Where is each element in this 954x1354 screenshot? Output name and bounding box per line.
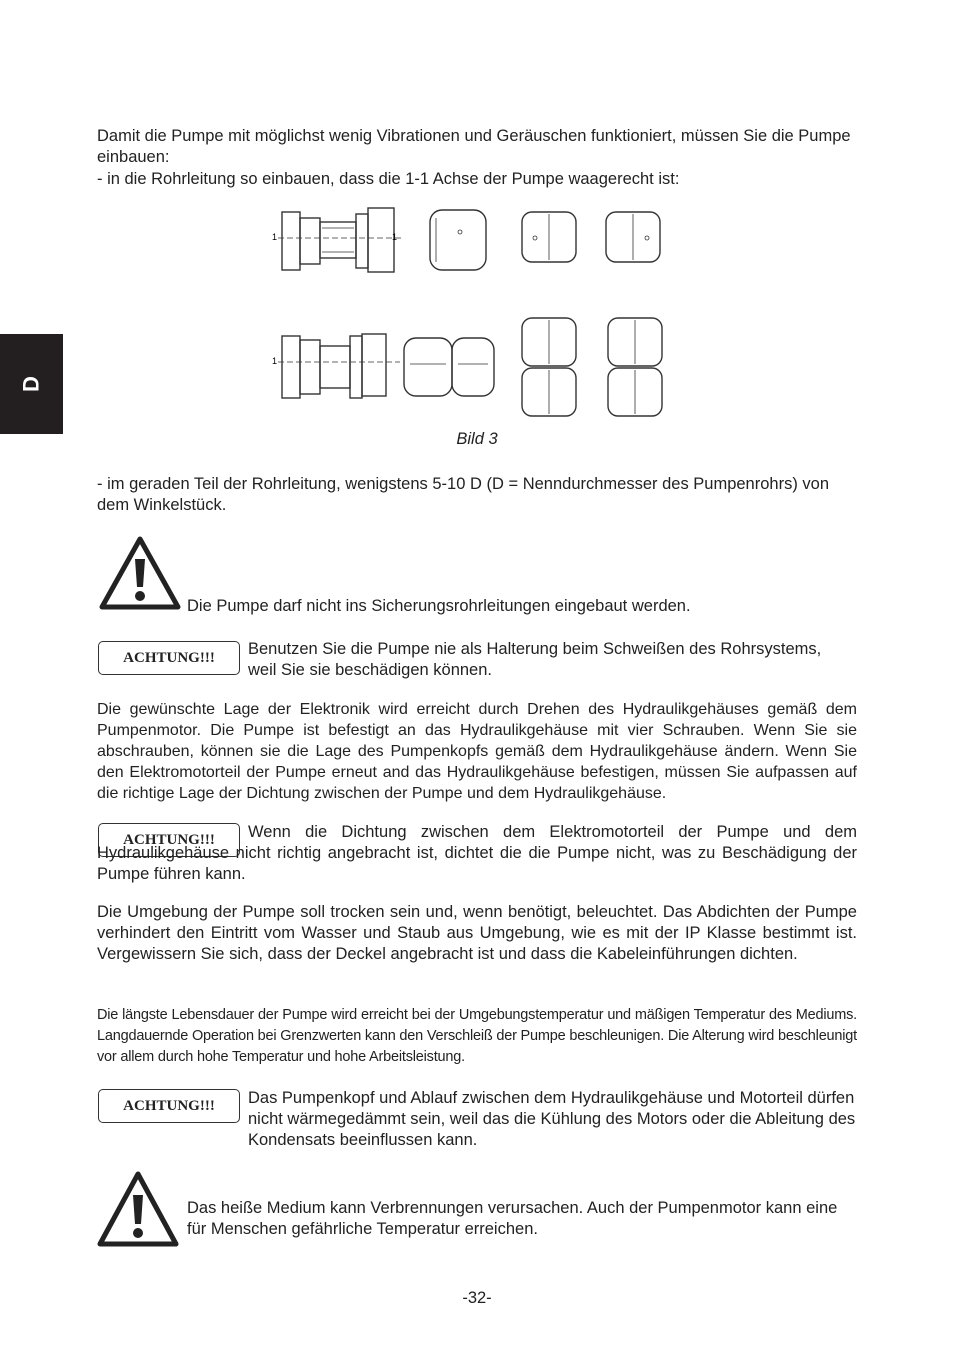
- straight-pipe-instruction: - im geraden Teil der Rohrleitung, wenigstens 5-10 D (D = Nenndurchmesser des Pumpenrohrs) von dem Winkelstück.: [97, 475, 830, 514]
- achtung-badge: ACHTUNG!!!: [98, 823, 240, 857]
- achtung-badge: ACHTUNG!!!: [98, 641, 240, 675]
- twin-pump-stacked-view-a: [522, 318, 576, 416]
- section-tab-label: D: [18, 376, 44, 392]
- page-number: -32-: [462, 1289, 492, 1307]
- twin-pump-side-view: [278, 334, 400, 398]
- axis-label-right-1: 1: [392, 232, 398, 242]
- achtung-insulation-text: Das Pumpenkopf und Ablauf zwischen dem Hydraulikgehäuse und Motorteil dürfen nicht wärmegedämmt sein, weil das die Kühlung des Motors oder die Ableitung des Kondensats beeinflussen kann.: [248, 1089, 856, 1149]
- single-pump-side-view: [278, 208, 402, 272]
- warning-triangle-icon: [98, 535, 182, 611]
- pump-installation-figure: [260, 200, 680, 425]
- warning-safety-pipe-text: Die Pumpe darf nicht ins Sicherungsrohrleitungen eingebaut werden.: [187, 597, 691, 615]
- twin-pump-front-view: [404, 338, 494, 396]
- warning-triangle-icon: [96, 1170, 180, 1248]
- achtung-badge: ACHTUNG!!!: [98, 1089, 240, 1123]
- warning-hot-medium-text: Das heiße Medium kann Verbrennungen verursachen. Auch der Pumpenmotor kann eine für Menschen gefährliche Temperatur erreichen.: [187, 1199, 838, 1238]
- axis-label-left-2: 1: [272, 356, 278, 366]
- single-pump-front-view: [430, 210, 486, 270]
- axis-label-left-1: 1: [272, 232, 278, 242]
- figure-caption: Bild 3: [456, 430, 498, 448]
- twin-pump-stacked-view-b: [608, 318, 662, 416]
- intro-axis-instruction: - in die Rohrleitung so einbauen, dass die 1-1 Achse der Pumpe waagerecht ist:: [97, 170, 680, 188]
- intro-paragraph: Damit die Pumpe mit möglichst wenig Vibrationen und Geräuschen funktioniert, müssen Sie die Pumpe einbauen:: [97, 127, 851, 166]
- achtung-seal-text: Wenn die Dichtung zwischen dem Elektromotorteil der Pumpe und dem Hydraulikgehäuse nicht richtig angebracht ist, dichtet die die Pumpe nicht, was zu Beschädigung der Pumpe führen kann.: [97, 823, 857, 883]
- environment-paragraph: Die Umgebung der Pumpe soll trocken sein und, wenn benötigt, beleuchtet. Das Abdichten der Pumpe verhindert den Eintritt vom Wasser und Staub aus Umgebung, wie es mit der IP Klasse bestimmt ist. Vergewissern Sie sich, dass der Deckel angebracht ist und dass die Kabeleinführungen dichten.: [97, 903, 857, 963]
- electronics-position-paragraph: Die gewünschte Lage der Elektronik wird erreicht durch Drehen des Hydraulikgehäuses gemäß dem Pumpenmotor. Die Pumpe ist befestigt an das Hydraulikgehäuse mit vier Schrauben. Wenn Sie sie abschrauben, können sie die Lage des Pumpenkopfs gemäß dem Hydraulikgehäuse ändern. Wenn Sie den Elektromotorteil der Pumpe erneut and das Hydraulikgehäuse befestigen, müssen Sie aufpassen auf die richtige Lage der Dichtung zwischen der Pumpe und dem Hydraulikgehäuse.: [97, 701, 857, 802]
- section-tab: [0, 334, 63, 434]
- single-pump-rotated-view-a: [522, 212, 576, 262]
- single-pump-rotated-view-b: [606, 212, 660, 262]
- achtung-welding-text: Benutzen Sie die Pumpe nie als Halterung beim Schweißen des Rohrsystems, weil Sie sie beschädigen können.: [248, 640, 822, 679]
- lifetime-paragraph: Die längste Lebensdauer der Pumpe wird erreicht bei der Umgebungstemperatur und mäßigen Temperatur des Mediums. Langdauernde Operation bei Grenzwerten kann den Verschleiß der Pumpe beschleunigen. Die Alterung wird beschleunigt vor allem durch hohe Temperatur und hohe Arbeitsleistung.: [97, 1007, 857, 1065]
